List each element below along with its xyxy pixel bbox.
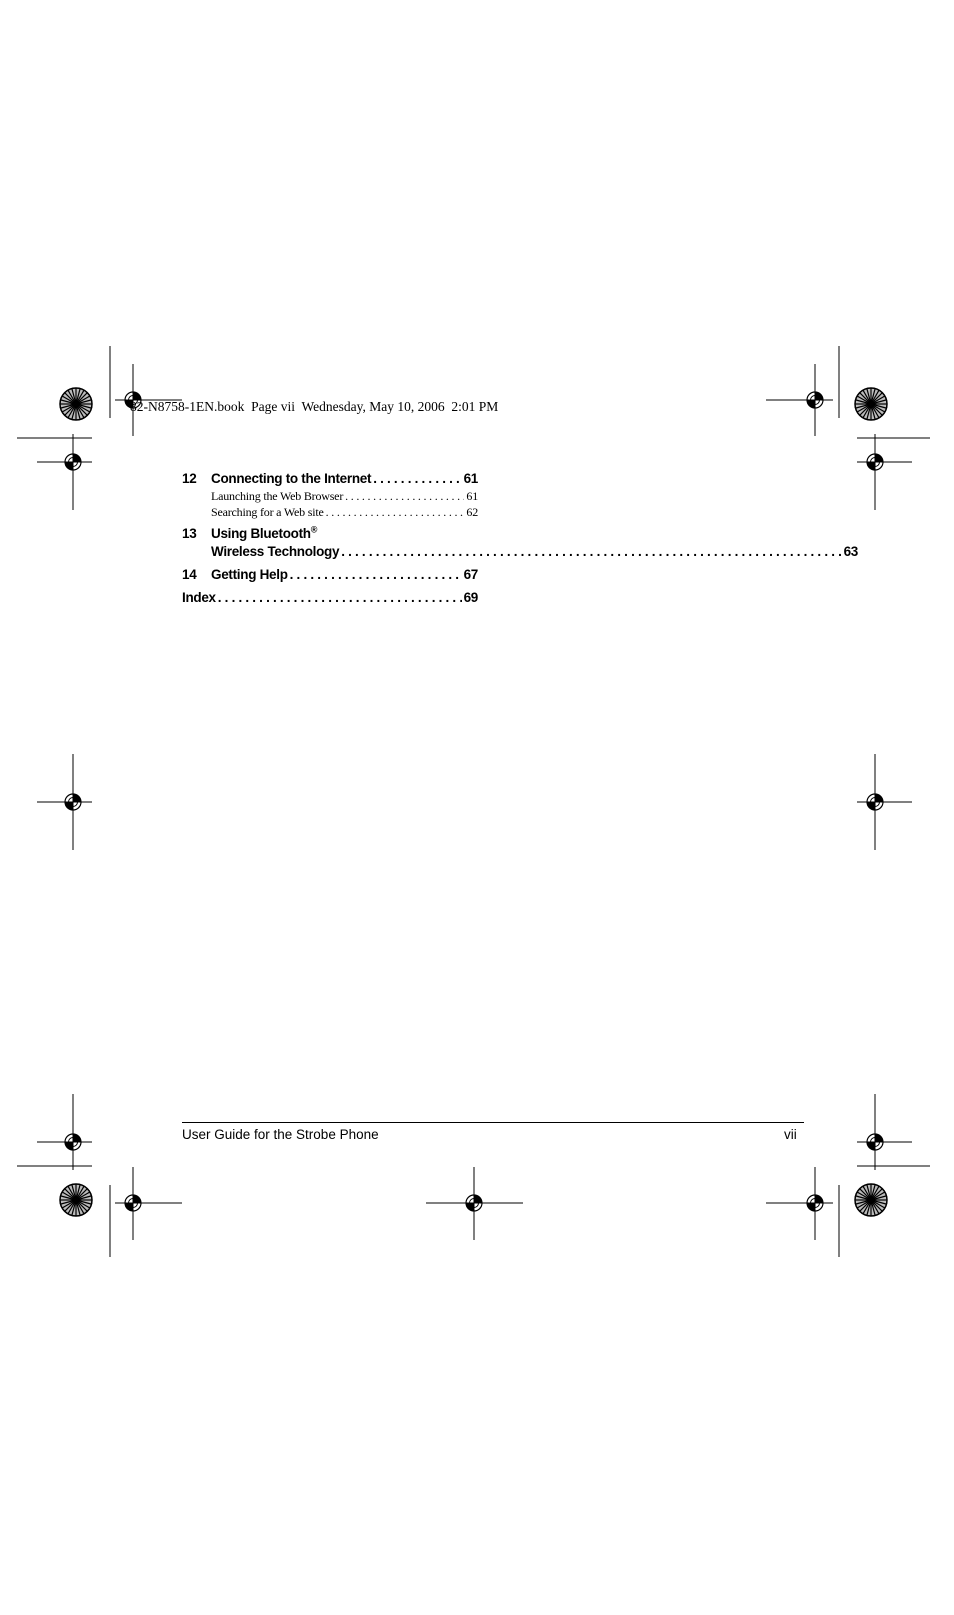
dot-leader: [290, 566, 462, 584]
page-number: 63: [843, 544, 858, 559]
dot-leader: [326, 504, 465, 520]
chapter-number: 14: [182, 567, 197, 582]
index-title: Index: [182, 590, 216, 605]
top-right-marks: [766, 346, 930, 510]
toc-entry-searching-web-site[interactable]: [182, 504, 478, 520]
starburst-color-bar-icon: [855, 388, 887, 420]
page-number: 61: [463, 471, 478, 486]
starburst-color-bar-icon: [60, 388, 92, 420]
page-number: 61: [466, 489, 478, 503]
page-number: 69: [463, 590, 478, 605]
chapter-title: Getting Help: [211, 567, 288, 582]
chapter-number: 12: [182, 471, 197, 486]
toc-entry-chapter-14[interactable]: [182, 566, 478, 584]
toc-entry-chapter-12[interactable]: [182, 470, 478, 488]
middle-left-mark: [37, 754, 92, 850]
print-slug-line: 82-N8758-1EN.book Page vii Wednesday, May 10, 2006 2:01 PM: [130, 399, 499, 414]
toc-entry-index[interactable]: [182, 589, 478, 607]
registered-mark: ®: [310, 524, 318, 535]
dot-leader: [218, 589, 462, 607]
chapter-title-line1: [211, 525, 858, 543]
toc-entry-chapter-13[interactable]: [182, 524, 858, 561]
table-of-contents: [182, 470, 858, 607]
footer-page-number: vii: [784, 1127, 797, 1142]
footer-guide-title: User Guide for the Strobe Phone: [182, 1127, 379, 1142]
chapter-title-line2: Wireless Technology: [211, 544, 340, 559]
top-left-marks: [17, 346, 182, 510]
bottom-right-marks: [766, 1094, 930, 1257]
starburst-color-bar-icon: [855, 1184, 887, 1216]
dot-leader: [345, 488, 464, 504]
footer-rule: [182, 1122, 804, 1123]
section-title: Searching for a Web site: [211, 505, 324, 519]
bottom-center-mark: [426, 1167, 523, 1240]
chapter-title-text: Using Bluetooth: [211, 526, 311, 541]
page-number: 62: [466, 505, 478, 519]
middle-right-mark: [857, 754, 912, 850]
section-title: Launching the Web Browser: [211, 489, 344, 503]
page-number: 67: [463, 567, 478, 582]
chapter-title: Connecting to the Internet: [211, 471, 372, 486]
chapter-number: 13: [182, 526, 197, 541]
starburst-color-bar-icon: [60, 1184, 92, 1216]
dot-leader: [341, 543, 841, 561]
dot-leader: [373, 470, 461, 488]
toc-entry-launching-web-browser[interactable]: [182, 488, 478, 504]
bottom-left-marks: [17, 1094, 182, 1257]
